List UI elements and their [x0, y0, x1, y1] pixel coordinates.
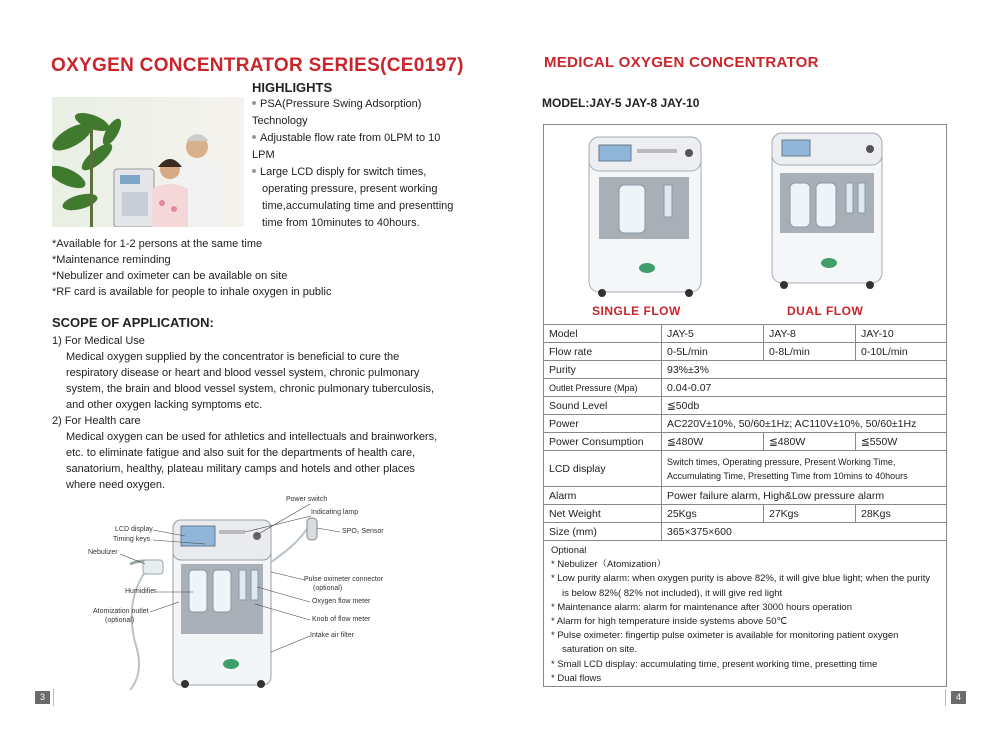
optional-item: * Maintenance alarm: alarm for maintenance after 3000 hours operation: [551, 601, 853, 613]
spec-row-outlet-pressure: [544, 379, 947, 397]
spec-cell: 0-5L/min: [662, 343, 764, 361]
label-humidifier: Humidifier: [125, 588, 157, 595]
spec-cell: Power failure alarm, High&Low pressure alarm: [662, 487, 947, 505]
scope-line: system, the brain and blood vessel system, chronic pulmonary tuberculosis,: [66, 383, 435, 395]
scope-medical-heading: 1) For Medical Use: [52, 335, 145, 347]
spec-row-sound: [544, 397, 947, 415]
spec-cell: [662, 451, 947, 487]
scope-line: respiratory disease or heart and blood vessel system, chronic pulmonary: [66, 367, 420, 379]
optional-item: * Pulse oximeter: fingertip pulse oximeter is available for monitoring patient oxygen: [551, 630, 899, 642]
highlight-text: PSA(Pressure Swing Adsorption): [260, 98, 422, 110]
scope-line: sanatorium, healthy, plateau military camps and hotels and other places: [66, 463, 415, 475]
scope-health-heading: 2) For Health care: [52, 415, 141, 427]
spec-key: Alarm: [544, 487, 662, 505]
page-number: 4: [951, 691, 966, 704]
left-page-title: OXYGEN CONCENTRATOR SERIES(CE0197): [51, 55, 464, 76]
label-nebulizer: Nebulizer: [88, 549, 118, 556]
spec-row-lcd: [544, 451, 947, 487]
spec-cell: ≦50db: [662, 397, 947, 415]
optional-title: Optional: [551, 545, 587, 556]
spec-key: Model: [544, 325, 662, 343]
spec-cell: ≦550W: [856, 433, 947, 451]
bullet-icon: [252, 169, 256, 173]
label-knob: Knob of flow meter: [312, 616, 371, 623]
spec-row-weight: [544, 505, 947, 523]
highlight-lcd: [252, 164, 467, 232]
highlight-text: time,accumulating time and presentting: [262, 200, 454, 212]
scope-text: [52, 333, 452, 493]
optional-item: * Small LCD display: accumulating time, present working time, presetting time: [551, 658, 878, 670]
highlight-text: Adjustable flow rate from 0LPM to 10: [260, 132, 441, 144]
spec-key: Purity: [544, 361, 662, 379]
spec-key: Net Weight: [544, 505, 662, 523]
spec-row-alarm: [544, 487, 947, 505]
label-intake-filter: Intake air filter: [310, 632, 354, 639]
optional-item: * Nebulizer（Atomization）: [551, 559, 667, 571]
spec-cell: JAY-10: [856, 325, 947, 343]
spec-key: Power Consumption: [544, 433, 662, 451]
highlight-text: operating pressure, present working: [262, 183, 438, 195]
spec-cell: JAY-5: [662, 325, 764, 343]
spec-cell: JAY-8: [764, 325, 856, 343]
spec-cell: 93%±3%: [662, 361, 947, 379]
right-page: [500, 0, 1000, 742]
concentrator-diagram: [85, 492, 405, 692]
product-images: [544, 125, 946, 325]
spec-cell: AC220V±10%, 50/60±1Hz; AC110V±10%, 50/60±1Hz: [662, 415, 947, 433]
spec-cell: ≦480W: [662, 433, 764, 451]
spec-cell: 0.04-0.07: [662, 379, 947, 397]
label-pulse-optional: (optional): [313, 585, 343, 592]
spec-row-power: [544, 415, 947, 433]
spec-cell: 25Kgs: [662, 505, 764, 523]
spec-cell: ≦480W: [764, 433, 856, 451]
spec-table: [543, 324, 947, 541]
model-line: MODEL:JAY-5 JAY-8 JAY-10: [542, 96, 700, 110]
single-flow-unit: [589, 137, 701, 297]
spec-row-size: [544, 523, 947, 541]
bullet-icon: [252, 135, 256, 139]
highlights-heading: HIGHLIGHTS: [252, 80, 333, 95]
highlight-text: Technology: [252, 115, 308, 127]
highlight-psa: [252, 96, 467, 130]
patient-photo: [52, 97, 244, 227]
bullet-icon: [252, 101, 256, 105]
page-divider: [945, 689, 946, 706]
optional-item: * Low purity alarm: when oxygen purity is above 82%, it will give blue light; when the purity: [551, 573, 931, 585]
optional-item: saturation on site.: [562, 644, 637, 656]
spec-key: Power: [544, 415, 662, 433]
highlights-list: [252, 96, 467, 232]
scope-heading: SCOPE OF APPLICATION:: [52, 315, 214, 330]
label-spo-sensor: SPO₂ Sensor: [342, 528, 384, 535]
note-line: *RF card is available for people to inhale oxygen in public: [52, 286, 332, 298]
highlight-text: LPM: [252, 149, 275, 161]
note-line: *Nebulizer and oximeter can be available on site: [52, 270, 288, 282]
spec-row-flow-rate: [544, 343, 947, 361]
label-pulse-oximeter: Pulse oximeter connector: [304, 576, 383, 583]
note-line: *Maintenance reminding: [52, 254, 171, 266]
label-power-switch: Power switch: [286, 496, 328, 503]
spec-row-purity: [544, 361, 947, 379]
spec-cell: 0-10L/min: [856, 343, 947, 361]
optional-item: * Dual flows: [551, 672, 602, 684]
spec-key: Size (mm): [544, 523, 662, 541]
scope-line: where need oxygen.: [66, 479, 166, 491]
spec-cell: 27Kgs: [764, 505, 856, 523]
lcd-line: Switch times, Operating pressure, Present Working Time,: [667, 456, 896, 467]
spec-cell: 28Kgs: [856, 505, 947, 523]
page-number: 3: [35, 691, 50, 704]
spec-key: Sound Level: [544, 397, 662, 415]
spec-row-model: [544, 325, 947, 343]
feature-notes: [52, 236, 331, 300]
highlight-text: time from 10minutes to 40hours.: [262, 217, 420, 229]
scope-line: Medical oxygen can be used for athletics and intellectuals and brainworkers,: [66, 431, 438, 443]
spec-key: Flow rate: [544, 343, 662, 361]
single-flow-label: SINGLE FLOW: [592, 304, 681, 318]
spec-row-consumption: [544, 433, 947, 451]
scope-line: Medical oxygen supplied by the concentrator is beneficial to cure the: [66, 351, 400, 363]
scope-line: and other oxygen lacking symptoms etc.: [66, 399, 263, 411]
label-atomization-optional: (optional): [105, 617, 135, 624]
dual-flow-label: DUAL FLOW: [787, 304, 864, 318]
right-page-title: MEDICAL OXYGEN CONCENTRATOR: [544, 54, 819, 71]
note-line: *Available for 1-2 persons at the same time: [52, 238, 263, 250]
spec-key: Outlet Pressure (Mpa): [544, 379, 662, 397]
label-atomization: Atomization outlet: [93, 608, 149, 615]
optional-features: [551, 544, 943, 686]
dual-flow-unit: [772, 133, 882, 289]
spec-cell: 0-8L/min: [764, 343, 856, 361]
label-indicating-lamp: Indicating lamp: [311, 509, 359, 516]
spec-cell: 365×375×600: [662, 523, 947, 541]
label-flow-meter: Oxygen flow meter: [312, 598, 371, 605]
highlight-flow-rate: [252, 130, 467, 164]
optional-item: is below 82%( 82% not included), it will give red light: [562, 587, 783, 599]
optional-item: * Alarm for high temperature inside systems above 50℃: [551, 616, 788, 628]
spec-sheet: [543, 124, 947, 687]
lcd-line: Accumulating Time, Presetting Time from 10mins to 40hours: [667, 470, 908, 481]
scope-line: etc. to eliminate fatigue and also suit for the departments of health care,: [66, 447, 416, 459]
label-lcd-display: LCD display: [115, 526, 153, 533]
page-divider: [53, 689, 54, 706]
spec-key: LCD display: [544, 451, 662, 487]
label-timing-keys: Timing keys: [113, 536, 151, 543]
highlight-text: Large LCD disply for switch times,: [260, 166, 427, 178]
